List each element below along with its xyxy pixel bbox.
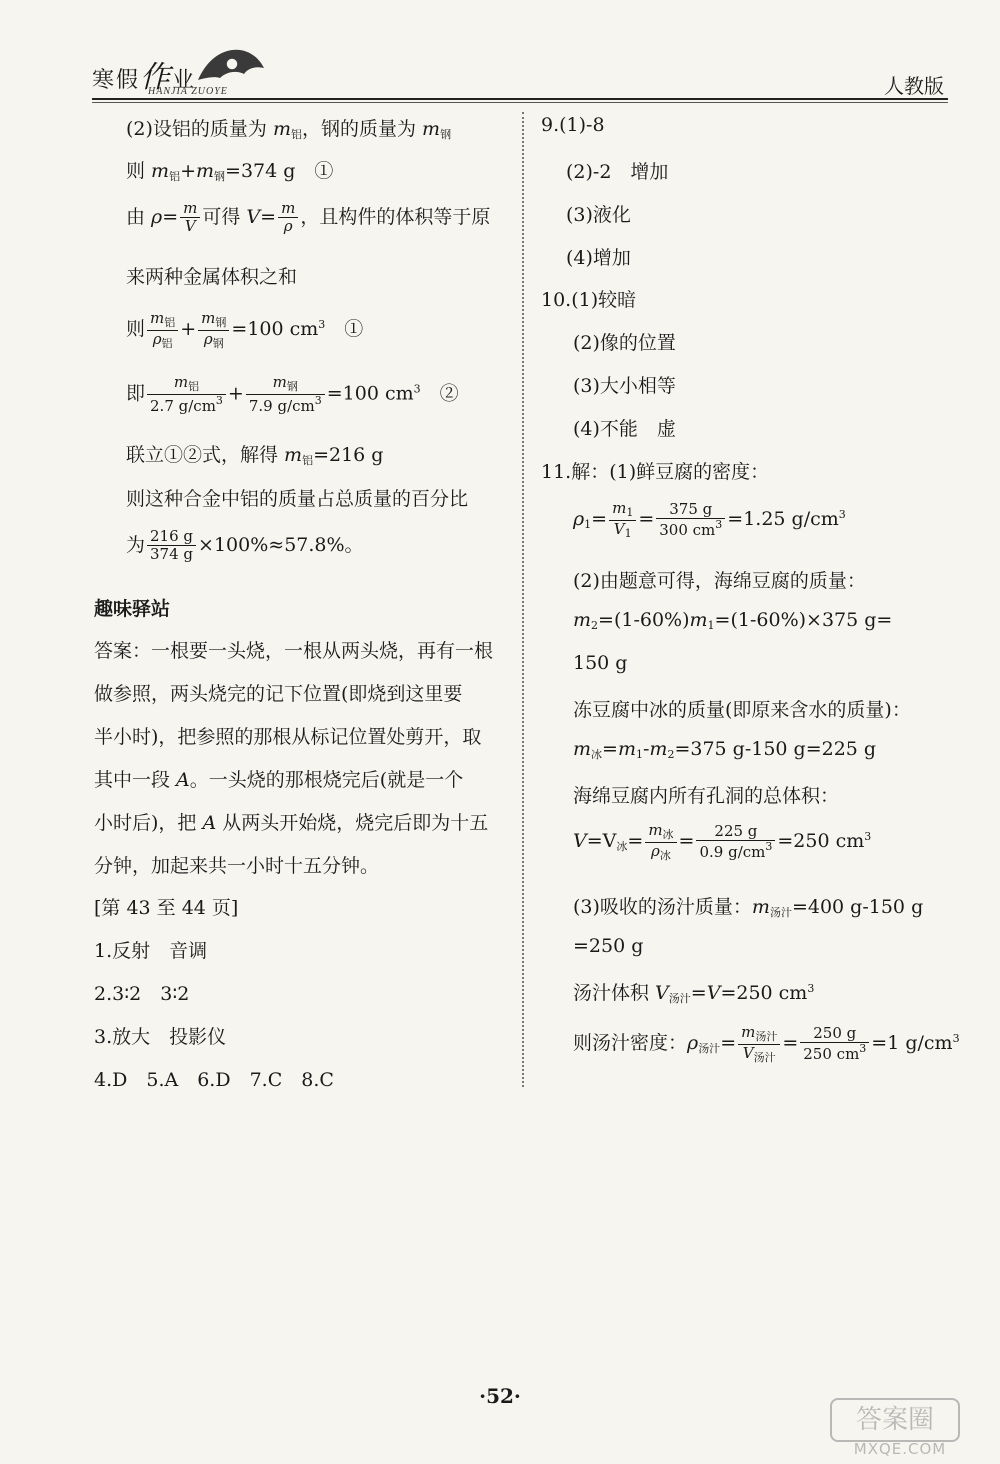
formula-line: 汤汁体积 $V_{汤汁}=V=250$ $cm^3$ xyxy=(573,982,815,1005)
edition-label: 人教版 xyxy=(884,74,944,98)
fraction: $\frac{375 g}{300 cm^3}$ xyxy=(656,501,725,540)
answer-line: 4.D 5.A 6.D 7.C 8.C xyxy=(94,1069,334,1091)
formula-line: 由 ρ= $\frac{m}{V}$ 可得 V= $\frac{m}{\rho}$ ，且构件的体积等于原 xyxy=(126,199,491,236)
formula-line: $\rho_1=$ $\frac{m_1}{V_1}$ = $\frac{375 g}{300 cm^3}$ =1.25 $g/cm^3$ xyxy=(573,499,846,540)
fraction: $\frac{m_钢}{\rho_钢}$ xyxy=(198,310,229,350)
formula-line: 则汤汁密度：$\rho_{汤汁}=$ $\frac{m_{汤汁}}{V_{汤汁}}$ = $\frac{250 g}{250 cm^3}$ =1 $g/cm^3$ xyxy=(573,1023,960,1064)
fraction: $\frac{m_{汤汁}}{V_{汤汁}}$ xyxy=(738,1024,780,1064)
text-line: 则 $m_铝+m_钢=374$ g ① xyxy=(126,160,334,183)
logo-emblem-icon xyxy=(196,44,266,88)
fraction: $\frac{m_铝}{2.7 g/cm^3}$ xyxy=(147,374,226,415)
text-line: 其中一段 A。一头烧的那根烧完后(就是一个 xyxy=(94,769,464,791)
column-divider xyxy=(522,112,524,1087)
page-header xyxy=(0,0,1000,110)
formula-line: $m_2=(1-60\%)m_1=(1-60\%)\times 375$ g= xyxy=(573,609,893,632)
page-range-heading: [第 43 至 44 页] xyxy=(94,897,239,919)
fraction: $\frac{m}{\rho}$ xyxy=(278,200,298,236)
text-line: =250 g xyxy=(573,935,644,957)
fraction: $\frac{m_冰}{\rho_冰}$ xyxy=(645,822,676,862)
text-line: 小时后)，把 A 从两头开始烧，烧完后即为十五 xyxy=(94,812,489,834)
fraction: $\frac{m_铝}{\rho_铝}$ xyxy=(147,310,178,350)
text-line: 分钟，加起来共一小时十五分钟。 xyxy=(94,855,380,877)
text-line: 联立①②式，解得 $m_铝=216$ g xyxy=(126,444,384,467)
formula-line: $V=V_冰=$ $\frac{m_冰}{\rho_冰}$ = $\frac{225 g}{0.9 g/cm^3}$ =250 $cm^3$ xyxy=(573,821,872,862)
formula-line: 则 $\frac{m_铝}{\rho_铝}$ + $\frac{m_钢}{\rho_钢}$ =100 $cm^3$ ① xyxy=(126,309,364,350)
answer-line: 1.反射 音调 xyxy=(94,940,208,962)
text-line: 半小时)，把参照的那根从标记位置处剪开，取 xyxy=(94,726,482,748)
text-line: 冻豆腐中冰的质量(即原来含水的质量)： xyxy=(573,699,911,721)
fraction: $\frac{m_1}{V_1}$ xyxy=(609,500,636,540)
answer-line: 10.(1)较暗 xyxy=(541,289,637,311)
text-line: 来两种金属体积之和 xyxy=(126,266,298,288)
header-rule-thin xyxy=(92,102,948,103)
text-line: 海绵豆腐内所有孔洞的总体积： xyxy=(573,785,840,807)
fraction: $\frac{225 g}{0.9 g/cm^3}$ xyxy=(696,823,775,862)
section-title: 趣味驿站 xyxy=(94,598,171,620)
header-rule xyxy=(92,98,948,100)
answer-line: 2.3∶2 3∶2 xyxy=(94,983,190,1005)
answer-line: (3)大小相等 xyxy=(573,375,676,397)
answer-line: (3)液化 xyxy=(566,204,631,226)
text-line: 150 g xyxy=(573,652,628,674)
fraction: $\frac{216 g}{374 g}$ xyxy=(147,528,196,564)
text-line: 答案：一根要一头烧，一根从两头烧，再有一根 xyxy=(94,640,494,662)
series-logo: 寒假作业 xyxy=(92,60,197,95)
formula-line: $m_冰=m_1-m_2=375$ g-150 g=225 g xyxy=(573,738,877,761)
formula-line: 即 $\frac{m_铝}{2.7 g/cm^3}$ + $\frac{m_钢}{7.9 g/cm^3}$ =100 $cm^3$ ② xyxy=(126,373,459,415)
answer-line: 9.(1)-8 xyxy=(541,114,605,136)
answer-line: (4)不能 虚 xyxy=(573,418,676,440)
answer-line: (2)像的位置 xyxy=(573,332,676,354)
answer-line: 11.解：(1)鲜豆腐的密度： xyxy=(541,461,770,483)
page-number: ·52· xyxy=(479,1384,521,1408)
answer-line: (4)增加 xyxy=(566,247,631,269)
fraction: $\frac{m_钢}{7.9 g/cm^3}$ xyxy=(246,374,325,415)
formula-line: (3)吸收的汤汁质量：$m_{汤汁}=400$ g-150 g xyxy=(573,896,924,919)
text-line: (2)设铝的质量为 $m_铝$，钢的质量为 $m_钢$ xyxy=(126,118,452,141)
logo-subtitle: HANJIA ZUOYE xyxy=(148,86,228,97)
formula-line: 为 $\frac{216 g}{374 g}$ ×100%≈57.8%。 xyxy=(126,527,364,564)
text-line: (2)由题意可得，海绵豆腐的质量： xyxy=(573,570,866,592)
text-line: 做参照，两头烧完的记下位置(即烧到这里要 xyxy=(94,683,463,705)
answer-line: 3.放大 投影仪 xyxy=(94,1026,227,1048)
watermark-logo: 答案圈 MXQE.COM xyxy=(830,1398,970,1454)
fraction: $\frac{m}{V}$ xyxy=(180,200,200,236)
answer-line: (2)-2 增加 xyxy=(566,161,669,183)
fraction: $\frac{250 g}{250 cm^3}$ xyxy=(800,1025,869,1064)
text-line: 则这种合金中铝的质量占总质量的百分比 xyxy=(126,488,469,510)
